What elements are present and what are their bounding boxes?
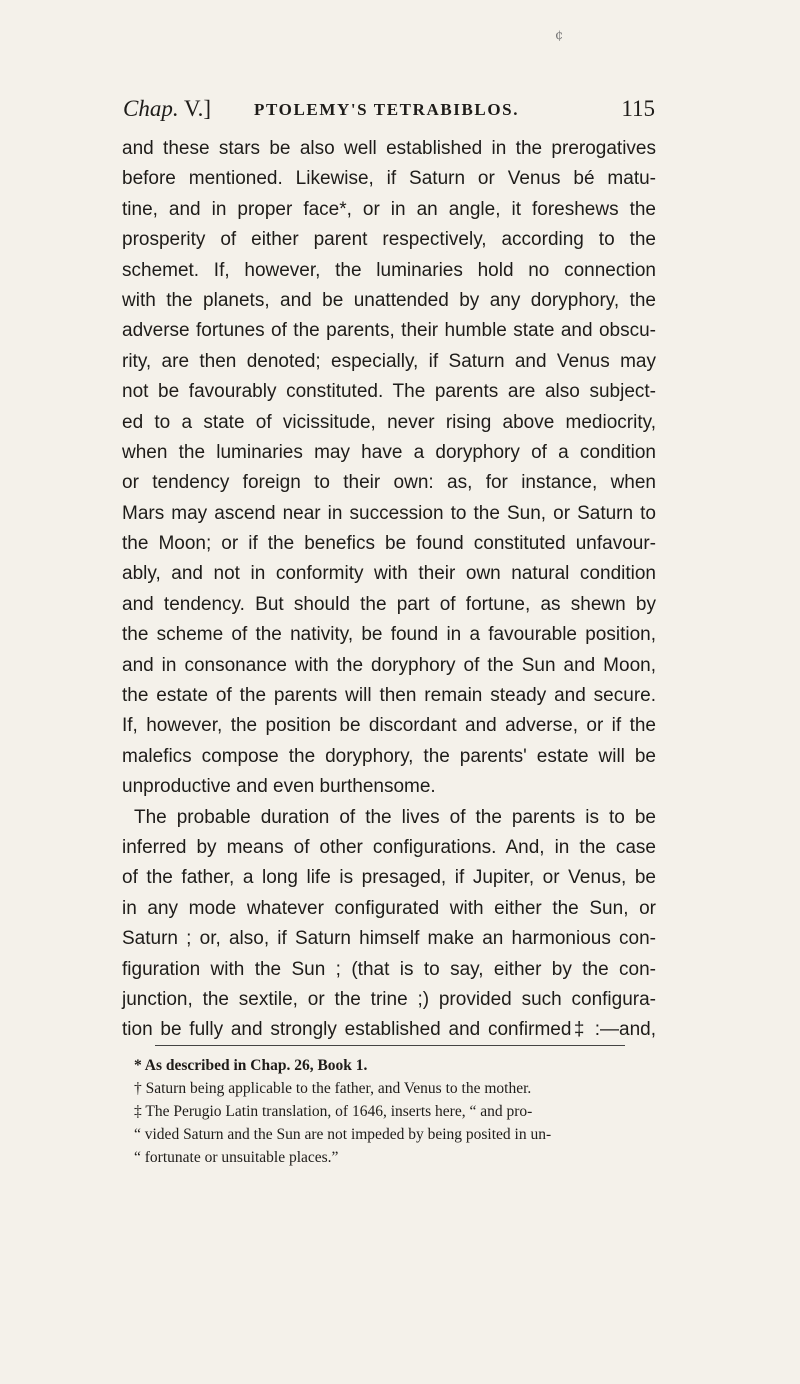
text-line: ably, and not in conformity with their own natural condition — [122, 563, 656, 585]
text-line: in any mode whatever configurated with either the Sun, or — [122, 897, 656, 919]
text-line: junction, the sextile, or the trine ;) provided such configura- — [122, 988, 656, 1010]
text-line: Mars may ascend near in succession to the Sun, or Saturn to — [122, 502, 656, 524]
book-title: PTOLEMY'S TETRABIBLOS. — [254, 100, 520, 119]
text-line: Saturn ; or, also, if Saturn himself make an harmonious con- — [122, 928, 656, 950]
text-line: and in consonance with the doryphory of the Sun and Moon, — [122, 654, 656, 676]
text-line: unproductive and even burthensome. — [122, 776, 436, 798]
text-line: inferred by means of other configurations. And, in the case — [122, 836, 656, 858]
text-line: the Moon; or if the benefics be found constituted unfavour- — [122, 533, 656, 555]
text-line: and these stars be also well established in the prerogatives — [122, 138, 656, 159]
text-line: or tendency foreign to their own: as, for instance, when — [122, 472, 656, 494]
body-text — [122, 134, 656, 1046]
footnote-rule — [155, 1045, 625, 1046]
text-line: adverse fortunes of the parents, their humble state and obscu- — [122, 320, 656, 342]
page-mark: ¢ — [555, 28, 564, 43]
text-line: rity, are then denoted; especially, if Saturn and Venus may — [122, 350, 656, 372]
chapter-label — [123, 96, 211, 122]
text-line: before mentioned. Likewise, if Saturn or Venus bé matu- — [122, 168, 656, 190]
text-line: figuration with the Sun ; (that is to say, either by the con- — [122, 958, 656, 980]
text-line: malefics compose the doryphory, the parents' estate will be — [122, 745, 656, 767]
text-line: ed to a state of vicissitude, never rising above mediocrity, — [122, 411, 656, 433]
footnotes — [134, 1054, 654, 1169]
text-line: the estate of the parents will then remain steady and secure. — [122, 685, 656, 707]
text-line: of the father, a long life is presaged, if Jupiter, or Venus, be — [122, 867, 656, 889]
footnote: “ fortunate or unsuitable places.” — [134, 1149, 339, 1166]
text-line: tine, and in proper face*, or in an angle, it foreshews the — [122, 198, 656, 220]
text-line: with the planets, and be unattended by any doryphory, the — [122, 289, 656, 311]
chapter-word: Chap. — [123, 96, 179, 121]
footnote: † Saturn being applicable to the father, and Venus to the mother. — [134, 1080, 532, 1097]
text-line: The probable duration of the lives of the parents is to be — [134, 806, 656, 828]
text-line: and tendency. But should the part of fortune, as shewn by — [122, 593, 656, 615]
footnote: * As described in Chap. 26, Book 1. — [134, 1057, 368, 1074]
text-line: not be favourably constituted. The parents are also subject- — [122, 381, 656, 403]
text-line: the scheme of the nativity, be found in a favourable position, — [122, 624, 656, 646]
text-line: schemet. If, however, the luminaries hold no connection — [122, 259, 656, 281]
text-line: tion be fully and strongly established and confirmed‡ :—and, — [122, 1019, 656, 1041]
footnote: “ vided Saturn and the Sun are not impeded by being posited in un- — [134, 1126, 552, 1143]
text-line: when the luminaries may have a doryphory of a condition — [122, 441, 656, 463]
text-line: If, however, the position be discordant and adverse, or if the — [122, 715, 656, 737]
text-line: prosperity of either parent respectively, according to the — [122, 229, 656, 251]
footnote: ‡ The Perugio Latin translation, of 1646, inserts here, “ and pro- — [134, 1103, 533, 1120]
running-head — [123, 96, 655, 126]
chapter-number: V.] — [183, 96, 211, 121]
page-number: 115 — [621, 96, 655, 121]
